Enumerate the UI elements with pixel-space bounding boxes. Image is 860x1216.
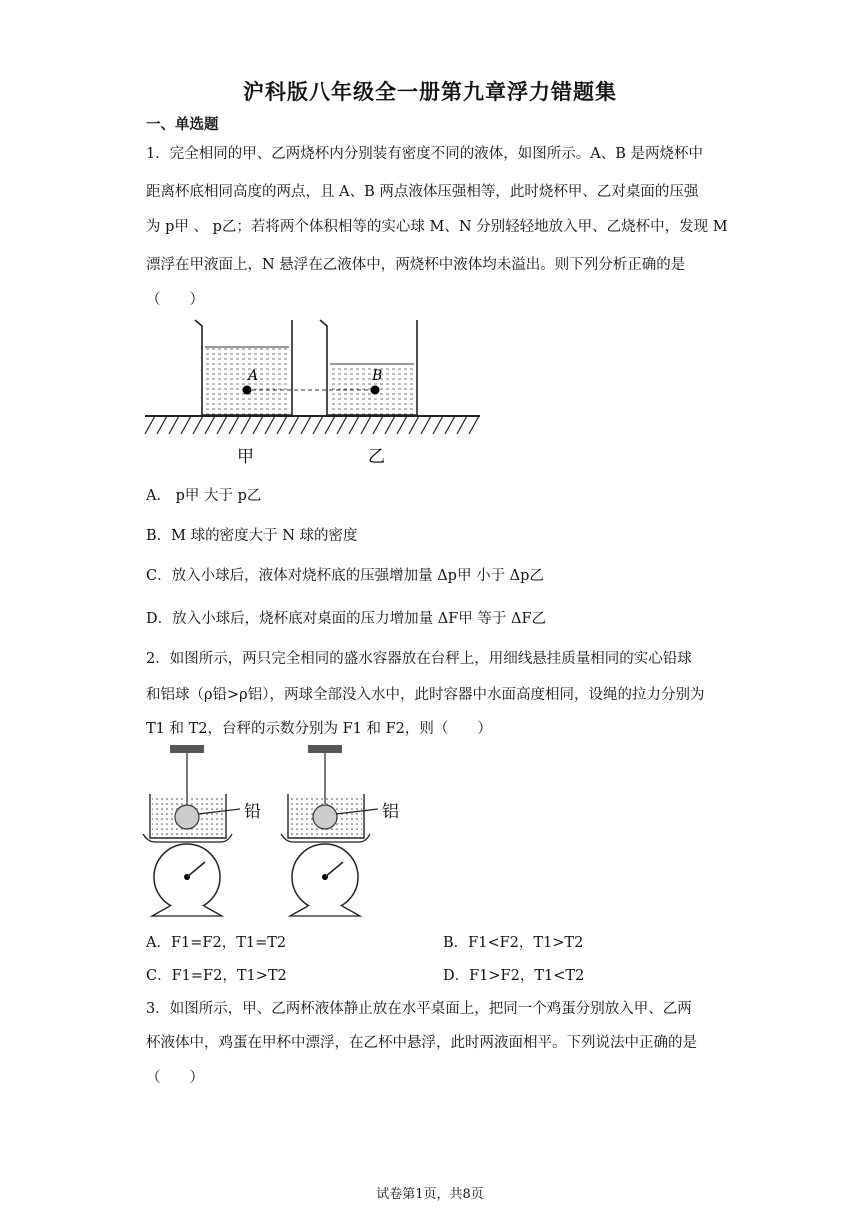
point-b: [371, 386, 380, 395]
label-lead: 铅: [244, 802, 261, 821]
q1-option-d: D．放入小球后，烧杯底对桌面的压力增加量 ΔF甲 等于 ΔF乙: [146, 611, 547, 627]
q1-line-1: 1．完全相同的甲、乙两烧杯内分别装有密度不同的液体，如图所示。A、B 是两烧杯中: [146, 146, 703, 162]
label-jia: 甲: [237, 447, 254, 466]
q2-option-c: C．F1=F2，T1>T2: [146, 968, 287, 984]
scales-figure: [140, 742, 430, 922]
beakers-figure: [140, 312, 485, 472]
q3-line-2: 杯液体中，鸡蛋在甲杯中漂浮，在乙杯中悬浮，此时两液面相平。下列说法中正确的是: [146, 1035, 697, 1051]
q2-line-3: T1 和 T2，台秤的示数分别为 F1 和 F2，则（ ）: [146, 721, 492, 737]
q1-line-3: 为 p甲 、 p乙；若将两个体积相等的实心球 M、N 分别轻轻地放入甲、乙烧杯中，发现 M: [146, 219, 728, 235]
table-hatching: [145, 416, 479, 434]
q1-line-5: （ ）: [146, 292, 204, 308]
q1-line-2: 距离杯底相同高度的两点，且 A、B 两点液体压强相等，此时烧杯甲、乙对桌面的压强: [146, 184, 699, 200]
label-a: A: [248, 368, 259, 384]
q3-line-3: （ ）: [146, 1070, 204, 1086]
q1-line-4: 漂浮在甲液面上，N 悬浮在乙液体中，两烧杯中液体均未溢出。则下列分析正确的是: [146, 257, 686, 273]
q1-option-c: C．放入小球后，液体对烧杯底的压强增加量 Δp甲 小于 Δp乙: [146, 568, 544, 584]
q2-line-2: 和铝球（ρ铅>ρ铝），两球全部没入水中，此时容器中水面高度相同，设绳的拉力分别为: [146, 687, 705, 703]
point-a: [243, 386, 252, 395]
q1-option-a: A． p甲 大于 p乙: [146, 488, 262, 504]
q2-option-a: A．F1=F2，T1=T2: [146, 935, 287, 951]
label-b: B: [372, 368, 383, 384]
q2-line-1: 2．如图所示，两只完全相同的盛水容器放在台秤上，用细线悬挂质量相同的实心铅球: [146, 651, 692, 667]
page-footer: 试卷第1页，共8页: [376, 1187, 484, 1202]
beaker-right: [320, 320, 417, 415]
scale-right: [281, 745, 399, 916]
label-aluminum: 铝: [382, 802, 399, 821]
section-heading: 一、单选题: [146, 116, 219, 133]
q2-option-d: D．F1>F2，T1<T2: [443, 968, 585, 984]
label-yi: 乙: [368, 447, 385, 466]
scale-left: [143, 745, 261, 916]
q3-line-1: 3．如图所示，甲、乙两杯液体静止放在水平桌面上，把同一个鸡蛋分别放入甲、乙两: [146, 1001, 692, 1017]
beaker-left: [195, 320, 292, 415]
q1-option-b: B．M 球的密度大于 N 球的密度: [146, 528, 358, 544]
q2-option-b: B．F1<F2，T1>T2: [443, 935, 584, 951]
page-title: 沪科版八年级全一册第九章浮力错题集: [243, 79, 617, 104]
